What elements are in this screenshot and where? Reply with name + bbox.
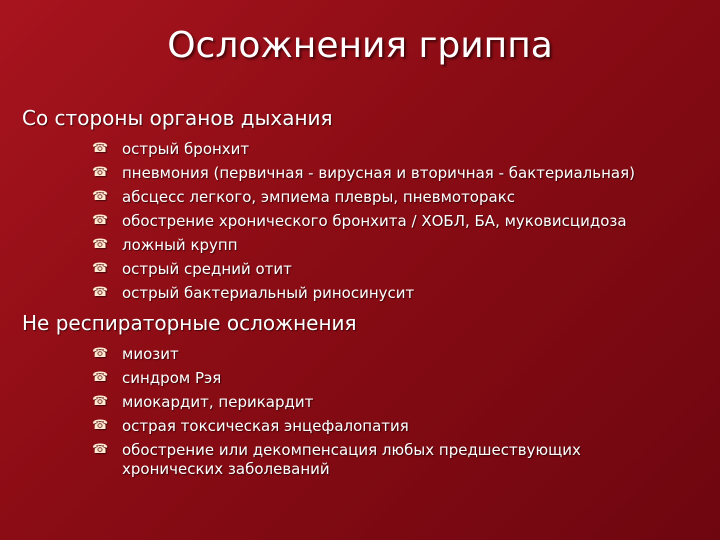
list-item: ☎ синдром Рэя [92, 369, 222, 387]
telephone-icon: ☎ [92, 165, 109, 180]
list-item: ☎ миокардит, перикардит [92, 393, 314, 411]
list-item: ☎ миозит [92, 345, 179, 363]
telephone-icon: ☎ [92, 213, 109, 228]
list-item: ☎ обострение хронического бронхита / ХОБЛ, БА, муковисцидоза [92, 212, 627, 230]
list-item: ☎ острый бронхит [92, 140, 250, 158]
telephone-icon: ☎ [92, 418, 109, 433]
telephone-icon: ☎ [92, 285, 109, 300]
telephone-icon: ☎ [92, 189, 109, 204]
list-item: ☎ острый средний отит [92, 260, 292, 278]
telephone-icon: ☎ [92, 346, 109, 361]
telephone-icon: ☎ [92, 442, 109, 457]
telephone-icon: ☎ [92, 394, 109, 409]
list-item: ☎ ложный крупп [92, 236, 238, 254]
telephone-icon: ☎ [92, 261, 109, 276]
respiratory-list [22, 140, 712, 303]
slide-content [22, 104, 712, 484]
telephone-icon: ☎ [92, 370, 109, 385]
section-heading-respiratory: Со стороны органов дыхания [22, 106, 333, 130]
list-item: ☎ острый бактериальный риносинусит [92, 284, 415, 302]
non-respiratory-list [22, 345, 712, 479]
list-item: ☎ абсцесс легкого, эмпиема плевры, пневмоторакс [92, 188, 516, 206]
telephone-icon: ☎ [92, 141, 109, 156]
list-item: ☎ обострение или декомпенсация любых предшествующих хронических заболеваний [92, 441, 581, 478]
section-heading-non-respiratory: Не респираторные осложнения [22, 311, 357, 335]
telephone-icon: ☎ [92, 237, 109, 252]
list-item: ☎ острая токсическая энцефалопатия [92, 417, 409, 435]
slide-title: Осложнения гриппа [167, 25, 553, 66]
list-item: ☎ пневмония (первичная - вирусная и вторичная - бактериальная) [92, 164, 635, 182]
